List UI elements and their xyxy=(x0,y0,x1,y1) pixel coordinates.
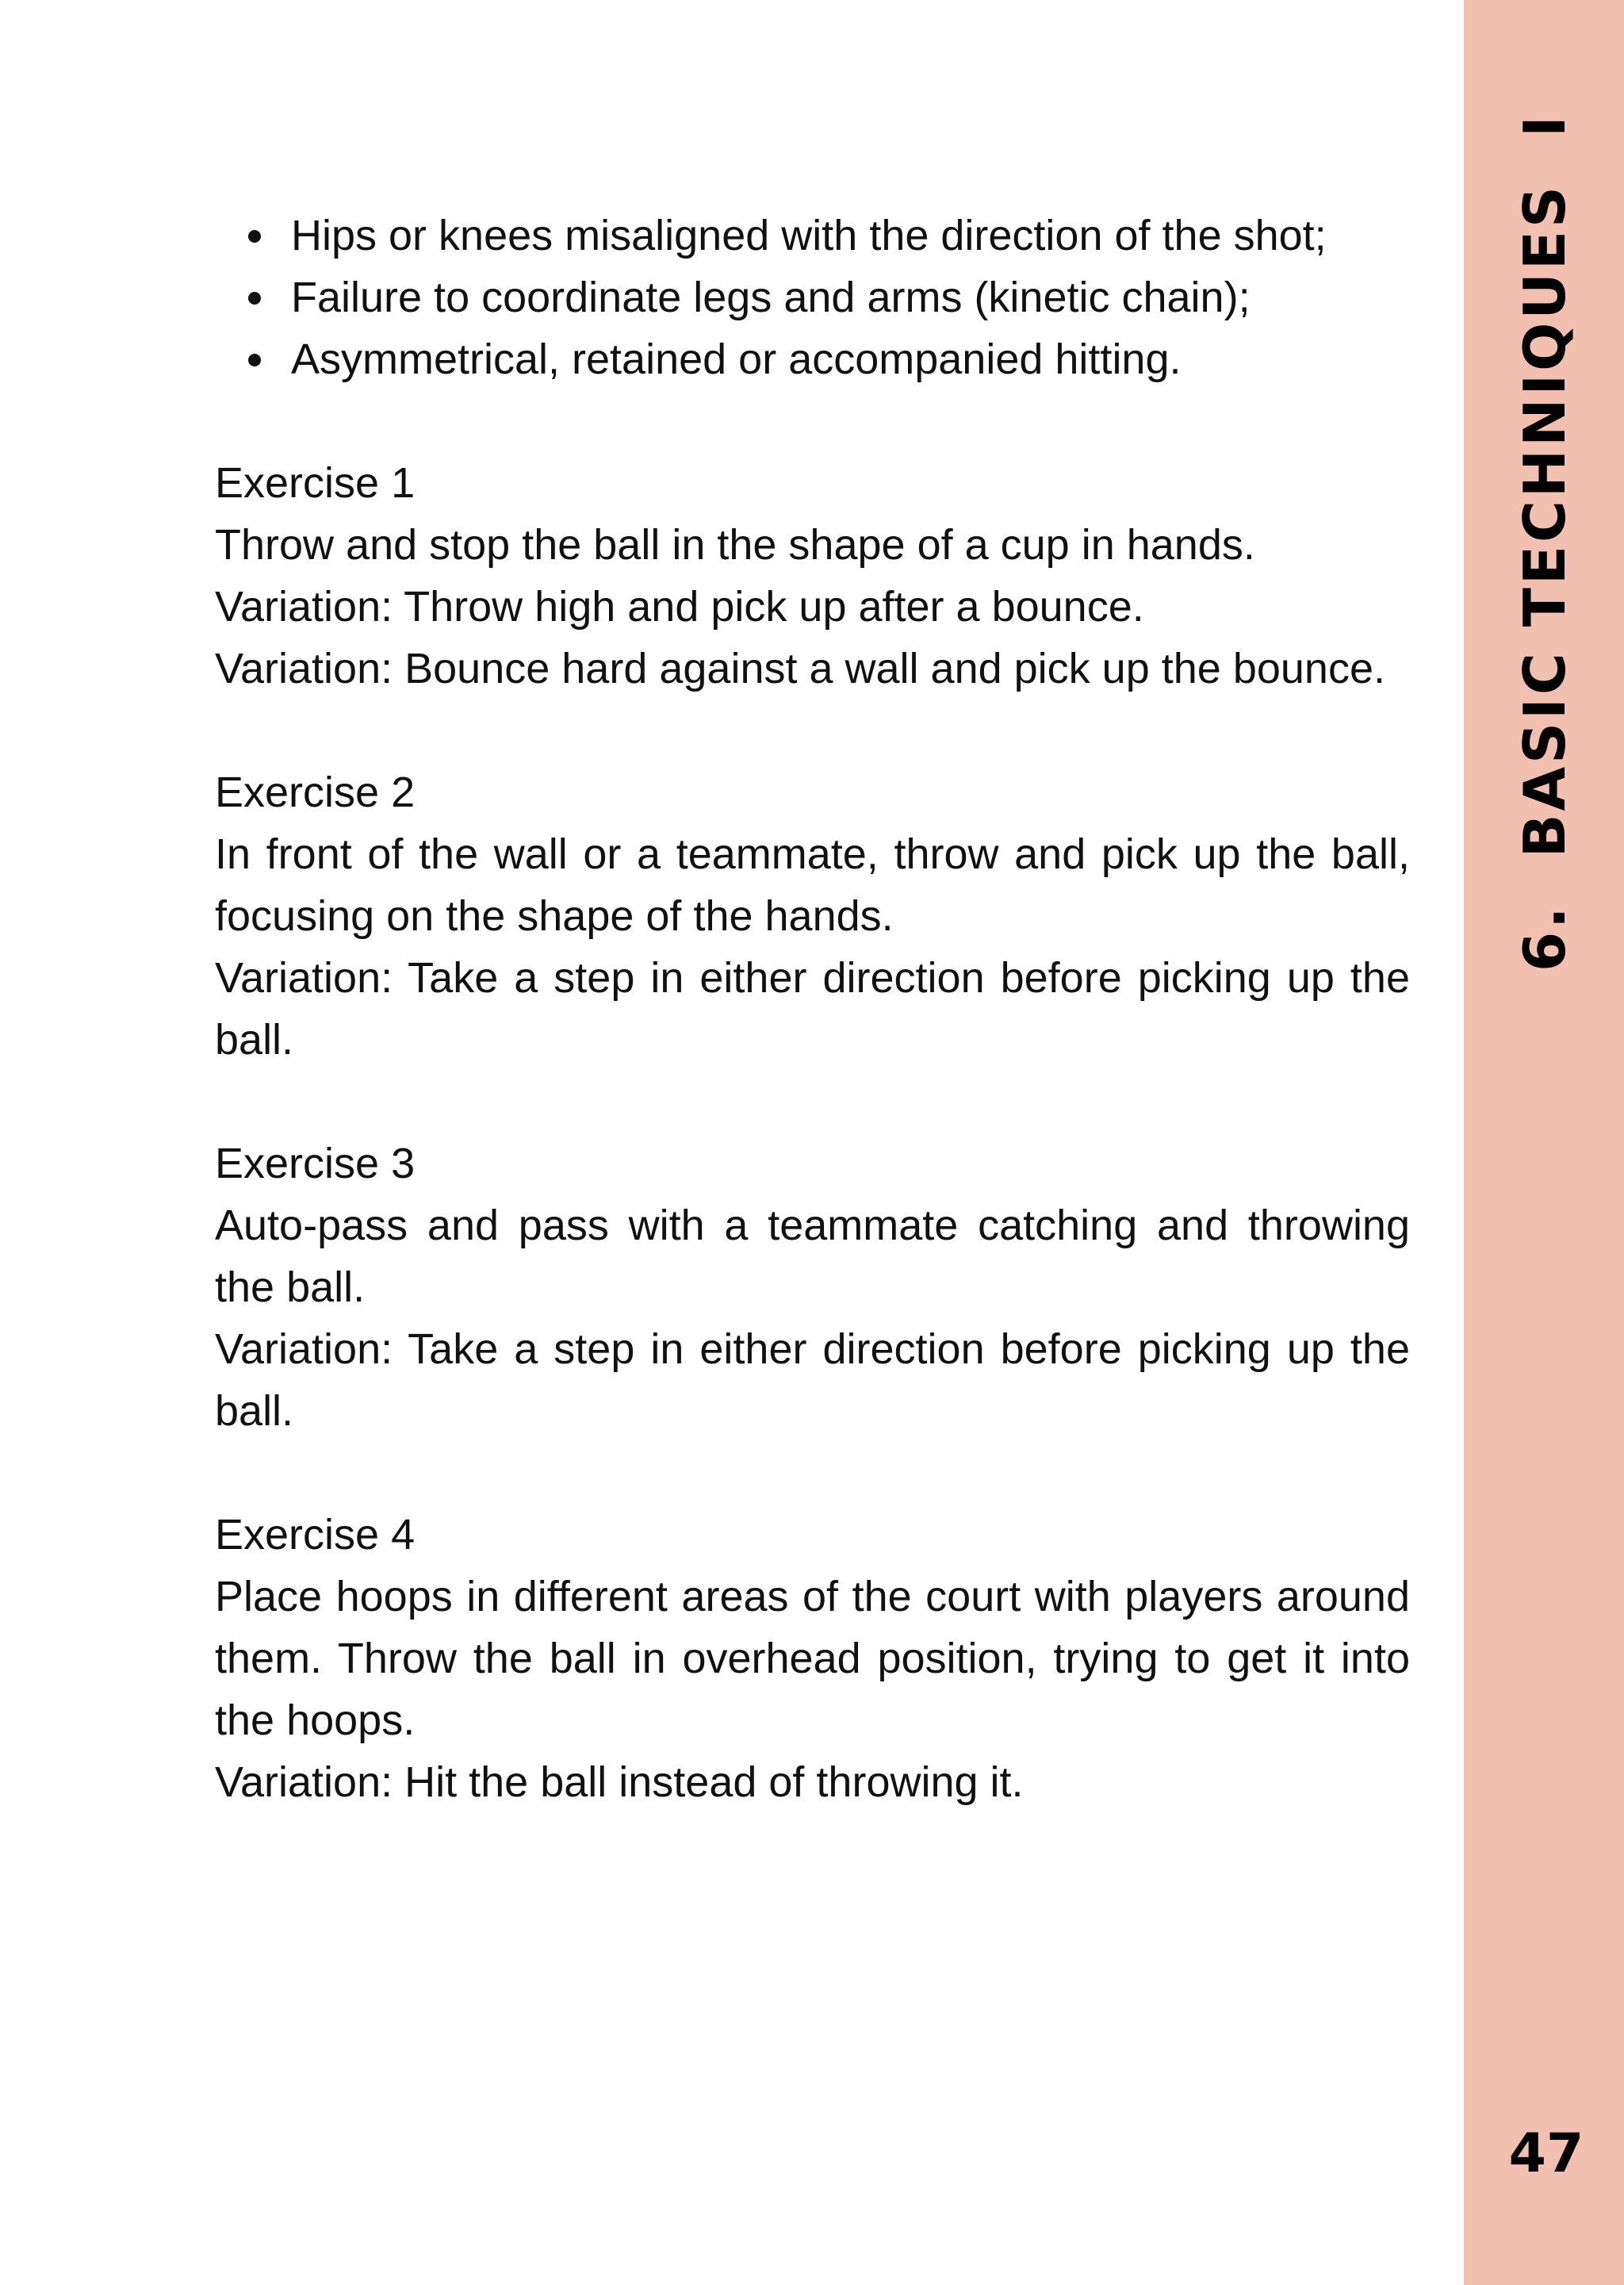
exercise-title: Exercise 3 xyxy=(215,1140,416,1187)
list-item xyxy=(215,205,1410,266)
exercise-variation: Variation: Take a step in either direction before picking up the ball. xyxy=(215,1325,1410,1435)
exercise-title: Exercise 4 xyxy=(215,1511,416,1558)
page-number: 47 xyxy=(1508,2122,1584,2185)
exercise-variation: Variation: Bounce hard against a wall and pick up the bounce. xyxy=(215,645,1385,692)
exercise-1 xyxy=(215,452,1410,700)
exercise-variation: Variation: Hit the ball instead of throwing it. xyxy=(215,1758,1024,1806)
exercise-text: Throw and stop the ball in the shape of a cup in hands. xyxy=(215,521,1255,569)
bullet-icon xyxy=(248,354,261,366)
list-item-text: Hips or knees misaligned with the direction of the shot; xyxy=(291,212,1327,259)
list-item-text: Asymmetrical, retained or accompanied hitting. xyxy=(291,335,1182,383)
exercise-variation: Variation: Throw high and pick up after a bounce. xyxy=(215,583,1144,631)
page-body xyxy=(215,205,1410,1813)
exercise-text: Auto-pass and pass with a teammate catching and throwing the ball. xyxy=(215,1202,1410,1311)
exercise-text: Place hoops in different areas of the court with players around them. Throw the ball in overhead position, trying to get it into the hoops. xyxy=(215,1573,1410,1744)
chapter-title: 6. BASIC TECHNIQUES I xyxy=(1511,113,1578,972)
list-item-text: Failure to coordinate legs and arms (kinetic chain); xyxy=(291,274,1251,321)
exercise-title: Exercise 2 xyxy=(215,769,416,816)
bullet-icon xyxy=(248,292,261,305)
chapter-title-container xyxy=(1511,113,1578,972)
exercise-variation: Variation: Take a step in either direction before picking up the ball. xyxy=(215,954,1410,1064)
exercise-title: Exercise 1 xyxy=(215,459,416,507)
list-item xyxy=(215,266,1410,328)
list-item xyxy=(215,328,1410,390)
mistakes-list xyxy=(215,205,1410,390)
exercise-3 xyxy=(215,1133,1410,1442)
bullet-icon xyxy=(248,230,261,243)
exercise-4 xyxy=(215,1504,1410,1813)
exercise-text: In front of the wall or a teammate, throw and pick up the ball, focusing on the shape of the hands. xyxy=(215,830,1410,940)
exercise-2 xyxy=(215,761,1410,1071)
